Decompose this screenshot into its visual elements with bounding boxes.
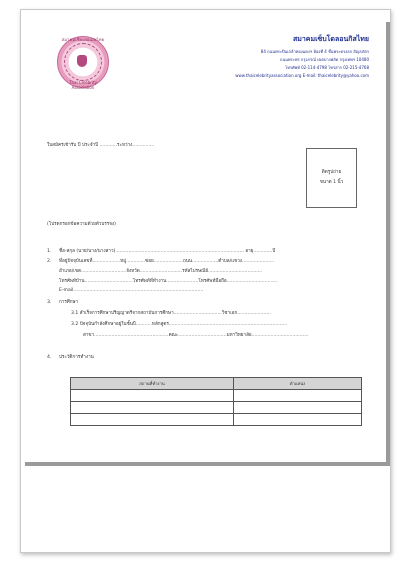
form-row-name: 1. ชื่อ-สกุล (นาย/นาง/นางสาว)........................................................................................ อายุ.............ปี: [47, 249, 276, 254]
organization-web: www.thaicelebrityassociation.org E-mail: thaicelebrity@yahoo.com: [235, 73, 369, 78]
photo-size-label: ขนาด 1 นิ้ว: [319, 180, 344, 185]
organization-address-1: 84 ถนนพระปิ่นเกล้าทองแดงฯ ห้องที่ 4 ชั้นพระดรงลก สัญลภัตร: [260, 49, 369, 54]
form-row-district: อำเภอ/เขต...............................จังหวัด.............................รหัสไปรษณีย์.....................................: [59, 269, 263, 274]
table-row: [71, 390, 362, 402]
form-row-bachelor: 3.1 สำเร็จการศึกษาปริญญาตรีจากสถาบันการศึกษา.................................วิชาเอก.......................: [71, 311, 271, 316]
page-blank-area: [21, 466, 390, 552]
logo-top-text: สมาคมเซ็บเดอเมษไทย: [61, 37, 105, 42]
logo-emblem: [77, 55, 87, 67]
form-row-phone: โทรศัพท์บ้าน.................................โทรศัพท์ที่ทำงาน......................โทรศัพท์มือถือ...................................: [59, 279, 278, 284]
form-row-current-study: 3.2 ปัจจุบันกำลังศึกษาอยู่ในชั้นปี...........หลักสูตร.................................................................................: [71, 322, 288, 327]
logo-bottom-text: Thai Celebrity Association: [69, 80, 97, 90]
table-header-workplace: สถานที่ทำงาน: [71, 378, 234, 390]
table-header-position: ตำแหน่ง: [233, 378, 361, 390]
work-history-table: [70, 377, 362, 426]
form-row-work-history: 4. ประวัติการทำงาน: [47, 355, 94, 360]
page-shadow-right: [386, 22, 390, 462]
form-row-address: 2. ที่อยู่ปัจจุบันเลขที่...................หมู่.............ซอย....................ถนน..................ตำบล/แขวง......................: [47, 259, 275, 264]
document-page: [20, 9, 391, 553]
form-instruction: (โปรดกรอกข้อความด้วยตัวบรรจง): [47, 222, 116, 227]
application-date-line: ใบสมัครเข้ารับ ปี ประจำปี ............ระหว่าง...............: [47, 143, 155, 148]
organization-phone: โทรศัพท์ 02-114-4798 โทรสาร 02-215-4768: [285, 65, 369, 70]
page-content: [21, 10, 387, 462]
photo-label: ติดรูปถ่าย: [321, 170, 342, 175]
form-row-education: 3. การศึกษา: [47, 300, 79, 305]
organization-header: [99, 34, 369, 80]
table-row: [71, 414, 362, 426]
form-row-email: E-mail.........................................................................................: [59, 288, 204, 293]
table-row: [71, 402, 362, 414]
organization-address-2: ถนนพระพร กรุงภรณ์ เขตบางพลัด กรุงเทพฯ 10480: [280, 57, 369, 62]
organization-name: สมาคมเซ็บโดลอนกิสไทย: [292, 35, 369, 43]
form-row-faculty: สาขา...................................................คณะ.................................มหาวิทยาลัย.......................................: [83, 333, 309, 338]
photo-box: [306, 148, 357, 208]
